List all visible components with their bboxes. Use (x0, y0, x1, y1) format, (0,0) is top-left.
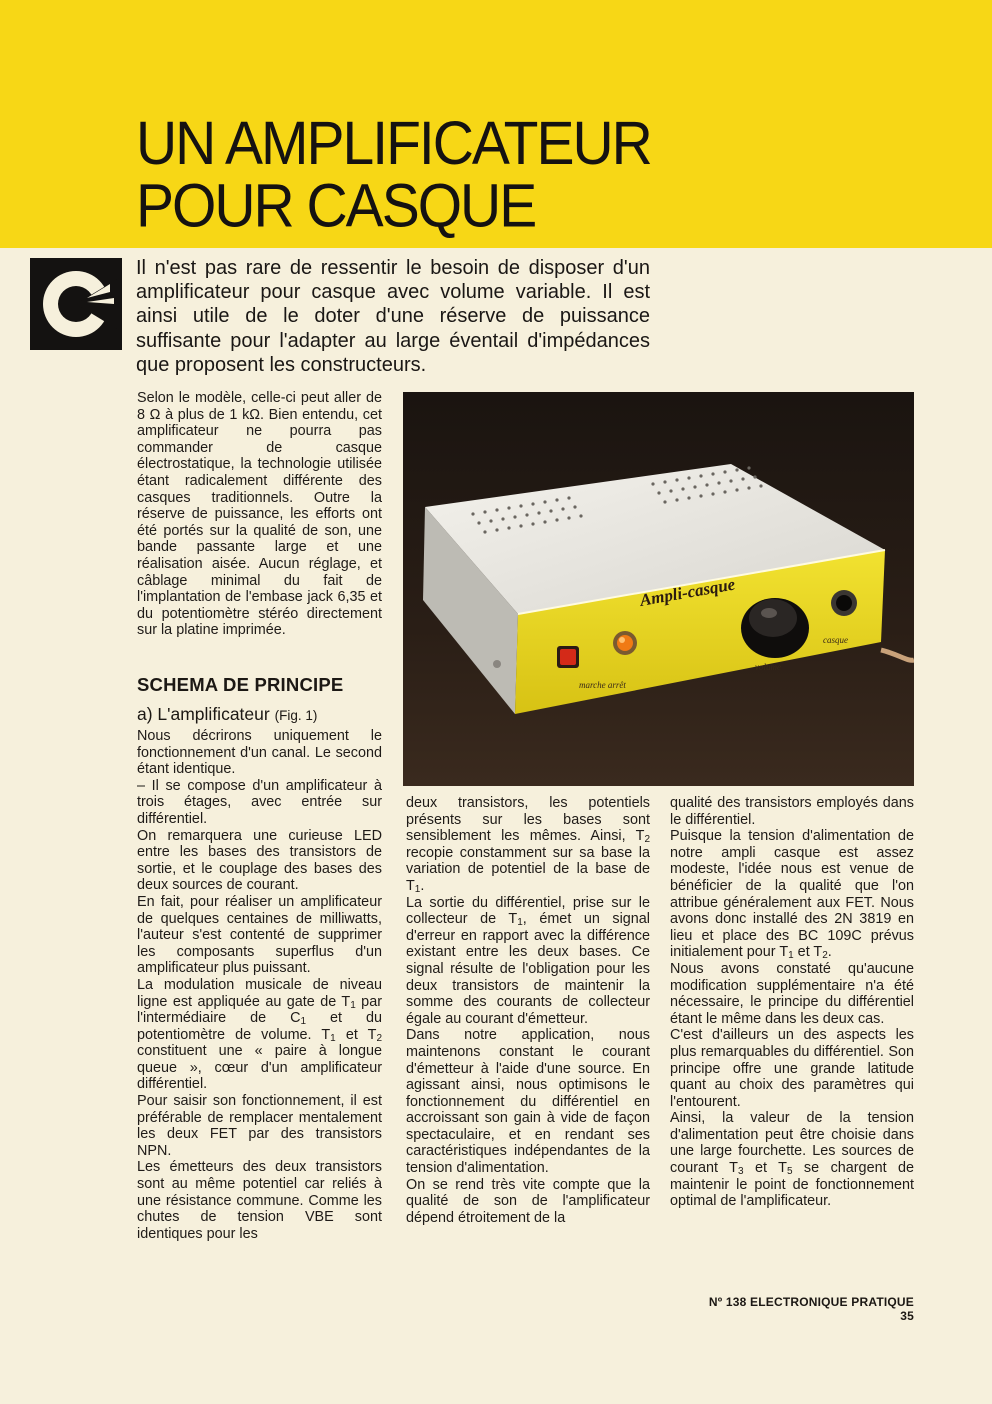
paragraph: Nous avons constaté qu'aucune modification supplémentaire n'a été nécessaire, le principe du différentiel étant le même dans les deux cas. (670, 960, 914, 1027)
paragraph: Nous décrirons uniquement le fonctionnement d'un canal. Le second étant identique. (137, 728, 382, 778)
subscript: 1 (517, 917, 523, 929)
subscript: 2 (822, 950, 828, 962)
text-run: et T (793, 944, 823, 961)
intro-paragraph: Il n'est pas rare de ressentir le besoin de disposer d'un amplificateur pour casque avec volume variable. Il est ainsi utile de le doter d'une réserve de puissance suffisante pour l'adapter au large éventail d'impédances que proposent les constructeurs. (136, 257, 650, 376)
paragraph: qualité des transistors employés dans le différentiel. (670, 795, 914, 828)
paragraph: Les émetteurs des deux transistors sont au même potentiel car reliés à une résistance commune. Comme les chutes de tension VBE sont identiques pour les (137, 1159, 382, 1242)
column-3 (670, 795, 914, 1210)
text-run: se chargent de maintenir le point de fonctionnement optimal de l'amplificateur. (670, 1160, 915, 1210)
subsection-title: a) L'amplificateur (137, 704, 270, 724)
column-1-top (137, 390, 382, 639)
text-run: . (827, 944, 832, 961)
photo-jack-label: casque (823, 635, 848, 645)
figure-reference: (Fig. 1) (274, 708, 318, 723)
photo-brand-label: Ampli-casque (638, 574, 737, 610)
text-run: par l'intermédiaire de C (137, 993, 382, 1027)
paragraph (406, 795, 650, 895)
title-line-1: UN AMPLIFICATEUR (136, 108, 651, 178)
paragraph: Dans notre application, nous maintenons constant le courant d'émetteur à l'aide d'une source. En agissant ainsi, nous optimisons le fonctionnement du différentiel en accroissant son gain à vide de façon spectaculaire, et en rendant ses caractéristiques indépendantes de la tension d'alimentation. (406, 1027, 650, 1177)
paragraph (137, 977, 382, 1093)
paragraph: Pour saisir son fonctionnement, il est préférable de remplacer mentalement les deux FET par des transistors NPN. (137, 1093, 382, 1159)
subscript: 1 (414, 883, 421, 895)
subscript: 5 (786, 1166, 793, 1178)
paragraph: On remarquera une curieuse LED entre les bases des transistors de sortie, et le couplage des bases des deux sources de courant. (137, 827, 382, 894)
subscript: 1 (300, 1016, 307, 1028)
text-run: et du potentiomètre de volume. T (137, 1010, 382, 1043)
text-run: , émet un signal d'erreur en rapport avec la différence existant entre les deux bases. Ce signal résulte de l'obligation pour les deux transistors de maintenir la somme des courants de collecteur égale au courant d'émetteur. (406, 911, 651, 1027)
article-title (136, 108, 651, 241)
paragraph (406, 895, 650, 1028)
page-footer: Nº 138 ELECTRONIQUE PRATIQUE 35 (708, 1295, 914, 1323)
text-run: et T (743, 1160, 787, 1177)
amplifier-photo (403, 392, 914, 786)
paragraph: En fait, pour réaliser un amplificateur de quelques centaines de milliwatts, l'auteur s'est contenté de supprimer les composants superflus d'un amplificateur plus puissant. (137, 893, 382, 977)
text-run: La sortie du différentiel, prise sur le collecteur de T (406, 894, 650, 928)
text-run: . (420, 877, 425, 894)
column-2 (406, 795, 650, 1226)
subsection-heading (137, 704, 317, 725)
text-run: constituent une « paire à longue queue », cœur d'un amplificateur différentiel. (137, 1043, 382, 1093)
paragraph: Selon le modèle, celle-ci peut aller de 8 Ω à plus de 1 kΩ. Bien entendu, cet amplificateur ne pourra pas commander de casque électrostatique, la technologie utilisée étant radicalement différente des casques traditionnels. Outre la réserve de puissance, les efforts ont été portés sur la qualité de son, une bande passante large et une réalisation aisée. Aucun réglage, et câblage minimal du fait de l'implantation de l'embase jack 6,35 et du potentiomètre stéréo directement sur la platine imprimée. (137, 390, 382, 639)
title-line-2: POUR CASQUE (136, 171, 536, 241)
subscript: 2 (376, 1032, 382, 1044)
subscript: 1 (350, 999, 356, 1011)
subscript: 1 (788, 950, 794, 962)
paragraph: C'est d'ailleurs un des aspects les plus remarquables du différentiel. Son principe offre une grande latitude quant au choix des paramètres qui l'entourent. (670, 1027, 914, 1110)
text-run: La modulation musicale de niveau ligne est appliquée au gate de T (137, 976, 382, 1010)
paragraph: On se rend très vite compte que la qualité de son de l'amplificateur dépend étroitement de la (406, 1176, 650, 1226)
text-run: et T (335, 1026, 377, 1043)
text-run: Puisque la tension d'alimentation de notre ampli casque est assez modeste, l'idée nous est venue de bénéficier de la qualité que l'on attribue généralement aux FET. Nous avons donc installé des 2N 3819 en lieu et place des BC 109C prévus initialement pour T (670, 828, 914, 961)
category-logo-icon (30, 258, 122, 350)
paragraph: – Il se compose d'un amplificateur à trois étages, avec entrée sur différentiel. (137, 777, 382, 827)
text-run: recopie constamment sur sa base la variation de potentiel de la base de T (406, 844, 650, 894)
subscript: 3 (737, 1166, 744, 1178)
subscript: 1 (330, 1032, 336, 1044)
photo-switch-label: marche arrêt (579, 680, 626, 690)
photo-volume-label: volume (755, 662, 781, 672)
section-heading: SCHEMA DE PRINCIPE (137, 674, 344, 695)
subscript: 2 (644, 834, 650, 846)
text-run: deux transistors, les potentiels présents sur les bases sont sensiblement les mêmes. Ainsi, T (406, 795, 650, 845)
paragraph (670, 1110, 914, 1210)
paragraph (670, 828, 914, 961)
text-run: Ainsi, la valeur de la tension d'alimentation peut être choisie dans une large fourchette. Les sources de courant T (670, 1110, 914, 1177)
column-1-body (137, 728, 382, 1242)
